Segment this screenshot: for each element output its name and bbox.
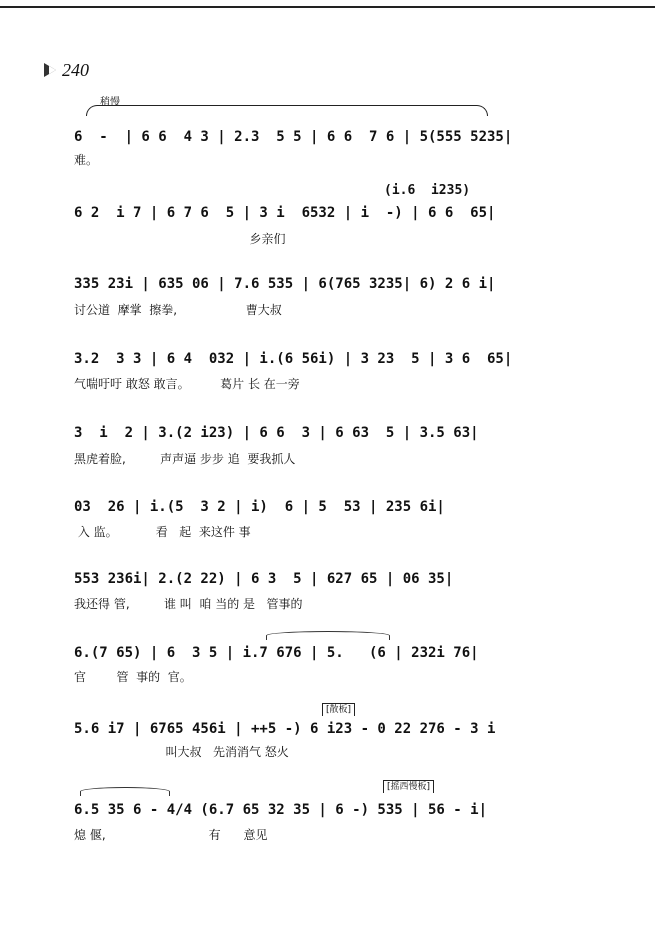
- score-row-9: 5.6 i7 | 6765 456i | ++5 -) 6 i23 - 0 22 276 - 3 i: [74, 721, 496, 737]
- lyric-row-3: 讨公道 摩掌 擦拳, 曹大叔: [74, 303, 282, 317]
- score-row-10: 6.5 35 6 - 4/4 (6.7 65 32 35 | 6 -) 535 | 56 - i|: [74, 802, 488, 818]
- score-row-2: 6 2 i 7 | 6 7 6 5 | 3 i 6532 | i -) | 6 6 65|: [74, 205, 496, 221]
- bracketed-notes: (i.6 i235): [384, 183, 471, 198]
- score-row-3: 335 23i | 635 06 | 7.6 535 | 6(765 3235| 6) 2 6 i|: [74, 276, 496, 292]
- score-row-7: 553 236i| 2.(2 22) | 6 3 5 | 627 65 | 06 35|: [74, 571, 454, 587]
- score-row-1: 6 - | 6 6 4 3 | 2.3 5 5 | 6 6 7 6 | 5(555 5235|: [74, 129, 513, 145]
- lyric-row-10: 熄 偃, 有 意见: [74, 828, 268, 842]
- score-row-4: 3.2 3 3 | 6 4 032 | i.(6 56i) | 3 23 5 | 3 6 65|: [74, 351, 513, 367]
- lyric-row-5: 黑虎着脸, 声声逼 步步 追 要我抓人: [74, 452, 296, 466]
- page-number: 240: [62, 60, 89, 80]
- tempo-mark-western: [摇西慢板]: [383, 780, 434, 793]
- tempo-mark: 稍慢: [100, 97, 120, 108]
- lyric-row-8: 官 管 事的 官。: [74, 670, 192, 684]
- score-row-5: 3 i 2 | 3.(2 i23) | 6 6 3 | 6 63 5 | 3.5 63|: [74, 425, 479, 441]
- lyric-row-4: 气喘吁吁 敢怒 敢言。 葛片 长 在一旁: [74, 377, 300, 391]
- lyric-row-6: 入 监。 看 起 来这件 事: [74, 525, 251, 539]
- phrase-slur-2: [80, 787, 170, 796]
- lyric-row-9: 叫大叔 先消消气 怒火: [74, 745, 289, 759]
- phrase-slur: [266, 631, 390, 640]
- score-row-8: 6.(7 65) | 6 3 5 | i.7 676 | 5. (6 | 232i 76|: [74, 645, 479, 661]
- lyric-row-1: 难。: [74, 153, 99, 167]
- phrase-arc: [86, 105, 488, 116]
- top-rule: [0, 6, 655, 8]
- lyric-row-7: 我还得 管, 谁 叫 咱 当的 是 管事的: [74, 597, 303, 611]
- tempo-mark-nonmetric: [散板]: [322, 703, 355, 716]
- score-row-6: 03 26 | i.(5 3 2 | i) 6 | 5 53 | 235 6i|: [74, 499, 445, 515]
- lyric-row-2: 乡亲们: [74, 232, 286, 246]
- page-marker-icon-inner: [49, 66, 56, 74]
